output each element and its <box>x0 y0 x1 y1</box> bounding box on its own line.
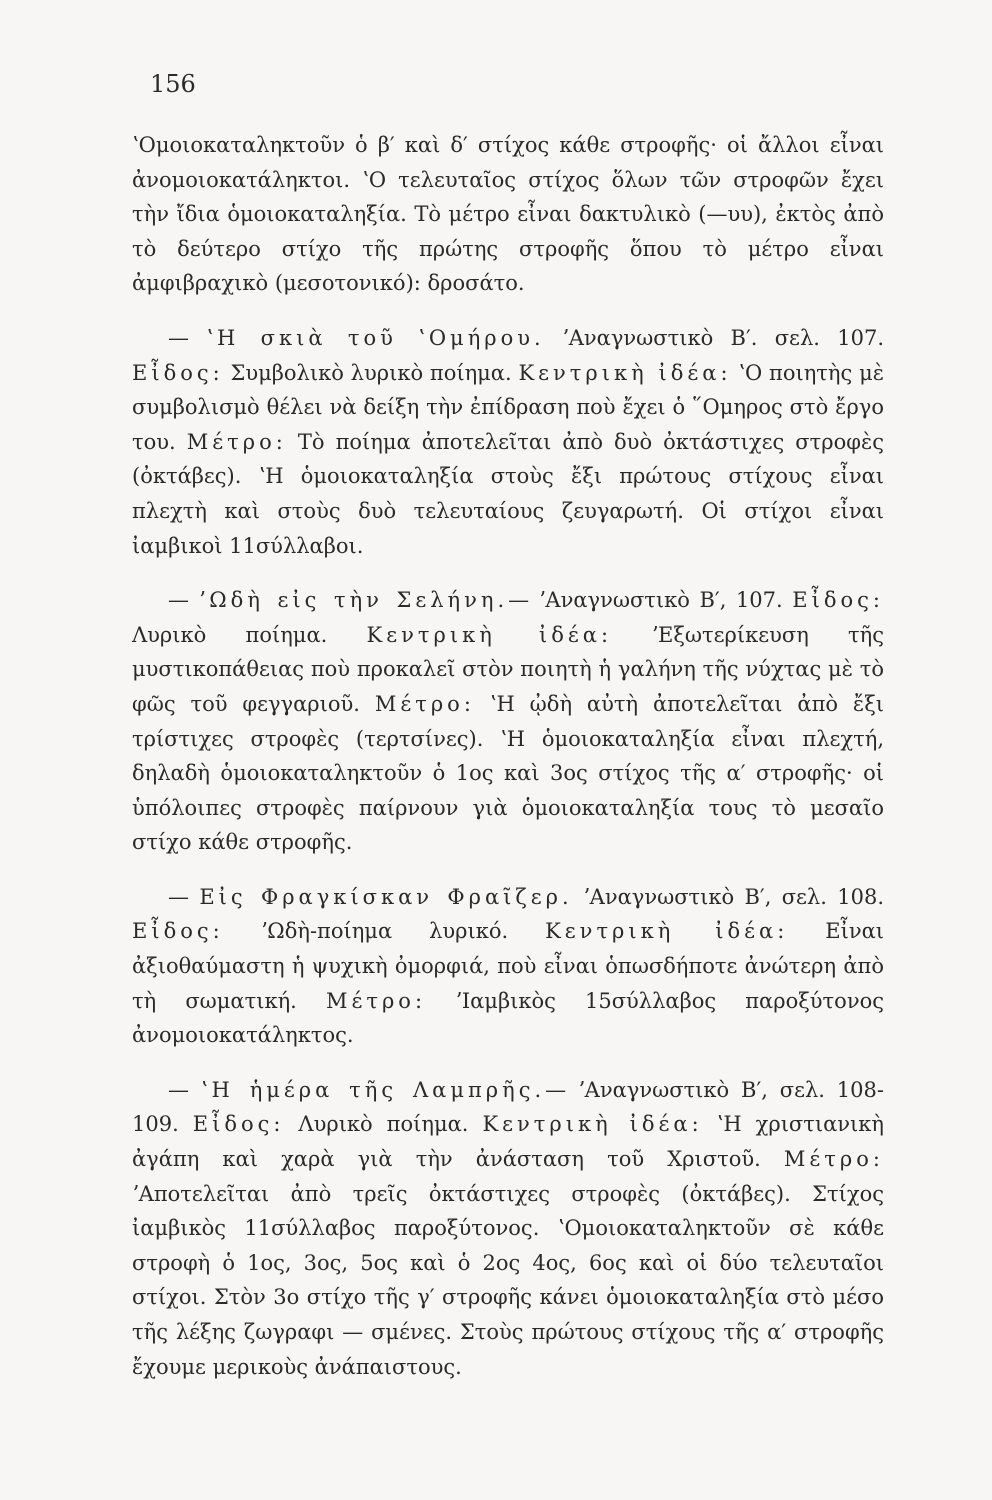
entry-dash: — <box>168 588 199 613</box>
label-idea: Κεντρικὴ ἰδέα: <box>518 360 732 385</box>
label-meter: Μέτρο: <box>186 429 287 454</box>
label-kind: Εἶδος: <box>792 588 884 613</box>
entry-dash: — <box>168 325 207 350</box>
page-number: 156 <box>150 70 196 98</box>
entry-idea: ʽΗ χριστιανικὴ ἀγάπη καὶ χαρὰ γιὰ τὴν ἀνάσταση τοῦ Χριστοῦ. <box>132 1112 885 1172</box>
label-kind: Εἶδος: <box>192 1112 285 1137</box>
entry-title: ʽΗ σκιὰ τοῦ ʽΟμήρου. <box>206 325 545 350</box>
entry-idea: Εἶναι ἀξιοθαύμαστη ἡ ψυχικὴ ὀμορφιά, ποὺ εἶναι ὁπωσδήποτε ἀνώτερη ἀπὸ τὴ σωματική. <box>132 919 884 1013</box>
entry-kind: Λυρικὸ ποίημα. <box>284 1112 483 1137</box>
entry-dash: — <box>168 884 200 909</box>
entry-title: ʽΗ ἡμέρα τῆς Λαμπρῆς. <box>200 1077 546 1102</box>
entry-skia-omirou <box>132 321 884 563</box>
entry-meter: Τὸ ποίημα ἀποτελεῖται ἀπὸ δυὸ ὀκτάστιχες στροφὲς (ὀκτάβες). ʽΗ ὁμοιοκαταληξία στοὺς ἔξι πρώτους στίχους εἶναι πλεχτὴ καὶ στοὺς δυὸ τελευταίους ζευγαρωτή. Οἱ στίχοι εἶναι ἰαμβικοὶ 11σύλλαβοι. <box>132 429 884 558</box>
label-kind: Εἶδος: <box>132 919 224 944</box>
intro-paragraph: ʽΟμοιοκαταληκτοῦν ὁ β′ καὶ δ′ στίχος κάθε στροφῆς· οἱ ἄλλοι εἶναι ἀνομοιοκατάληκτοι. ʽΟ τελευταῖος στίχος ὅλων τῶν στροφῶν ἔχει τὴν ἴδια ὁμοιοκαταληξία. Τὸ μέτρο εἶναι δακτυλικὸ (—υυ), ἐκτὸς ἀπὸ τὸ δεύτερο στίχο τῆς πρώτης στροφῆς ὅπου τὸ μέτρο εἶναι ἀμφιβραχικὸ (μεσοτονικό): δροσάτο. <box>132 133 884 296</box>
label-idea: Κεντρικὴ ἰδέα: <box>482 1112 703 1137</box>
entry-source: — ʼΑναγνωστικὸ Β′, σελ. 108-109. <box>132 1077 884 1137</box>
entry-meter: ʼΙαμβικὸς 15σύλλαβος παροξύτονος ἀνομοιοκατάληκτος. <box>132 988 884 1048</box>
entry-title: ʼΩδὴ εἰς τὴν Σελήνη. <box>198 588 509 613</box>
entry-kind: Συμβολικὸ λυρικὸ ποίημα. <box>223 360 519 385</box>
entry-dash: — <box>168 1077 201 1102</box>
entry-idea: ʼΕξωτερίκευση τῆς μυστικοπάθειας ποὺ προκαλεῖ στὸν ποιητὴ ἡ γαλήνη τῆς νύχτας μὲ τὸ φῶς τοῦ φεγγαριοῦ. <box>132 622 884 716</box>
label-meter: Μέτρο: <box>783 1147 884 1172</box>
entry-kind: Λυρικὸ ποίημα. <box>132 622 367 647</box>
entry-meter: ʽΗ ᾠδὴ αὐτὴ ἀποτελεῖται ἀπὸ ἔξι τρίστιχες στροφὲς (τερτσίνες). ʽΗ ὁμοιοκαταληξία εἶναι πλεχτή, δηλαδὴ ὁμοιοκαταληκτοῦν ὁ 1ος καὶ 3ος στίχος τῆς α′ στροφῆς· οἱ ὑπόλοιπες στροφὲς παίρνουν γιὰ ὁμοιοκαταληξία τους τὸ μεσαῖο στίχο κάθε στροφῆς. <box>132 691 884 855</box>
entry-source: — ʼΑναγνωστικὸ Β′, 107. <box>508 588 793 613</box>
label-idea: Κεντρικὴ ἰδέα: <box>545 919 789 944</box>
label-meter: Μέτρο: <box>325 988 427 1013</box>
label-kind: Εἶδος: <box>132 360 224 385</box>
entry-source: ʼΑναγνωστικὸ Β′, σελ. 108. <box>572 884 884 909</box>
entry-idea: ʽΟ ποιητὴς μὲ συμβολισμὸ θέλει νὰ δείξη τὴν ἐπίδραση ποὺ ἔχει ὁ ῞Ομηρος στὸ ἔργο του. <box>132 360 884 454</box>
label-idea: Κεντρικὴ ἰδέα: <box>366 622 613 647</box>
entry-kind: ʼΩδὴ-ποίημα λυρικό. <box>223 919 546 944</box>
entry-meter: ʼΑποτελεῖται ἀπὸ τρεῖς ὀκτάστιχες στροφὲς (ὀκτάβες). Στίχος ἰαμβικὸς 11σύλλαβος παροξύτονος. ʽΟμοιοκαταληκτοῦν σὲ κάθε στροφὴ ὁ 1ος, 3ος, 5ος καὶ ὁ 2ος 4ος, 6ος καὶ οἱ δύο τελευταῖοι στίχοι. Στὸν 3ο στίχο τῆς γ′ στροφῆς κάνει ὁμοιοκαταληξία στὸ μέσο τῆς λέξης ζωγραφι — σμένες. Στοὺς πρώτους στίχους τῆς α′ στροφῆς ἔχουμε μερικοὺς ἀνάπαιστους. <box>132 1181 884 1379</box>
entry-source: ʼΑναγνωστικὸ Β′. σελ. 107. <box>544 325 884 350</box>
page-body <box>132 128 884 1404</box>
entry-frankiska-fraizer <box>132 880 884 1053</box>
entry-odi-selini <box>132 583 884 860</box>
entry-imera-lambris <box>132 1073 884 1384</box>
entry-title: Εἰς Φραγκίσκαν Φραῖζερ. <box>199 884 573 909</box>
label-meter: Μέτρο: <box>374 691 475 716</box>
